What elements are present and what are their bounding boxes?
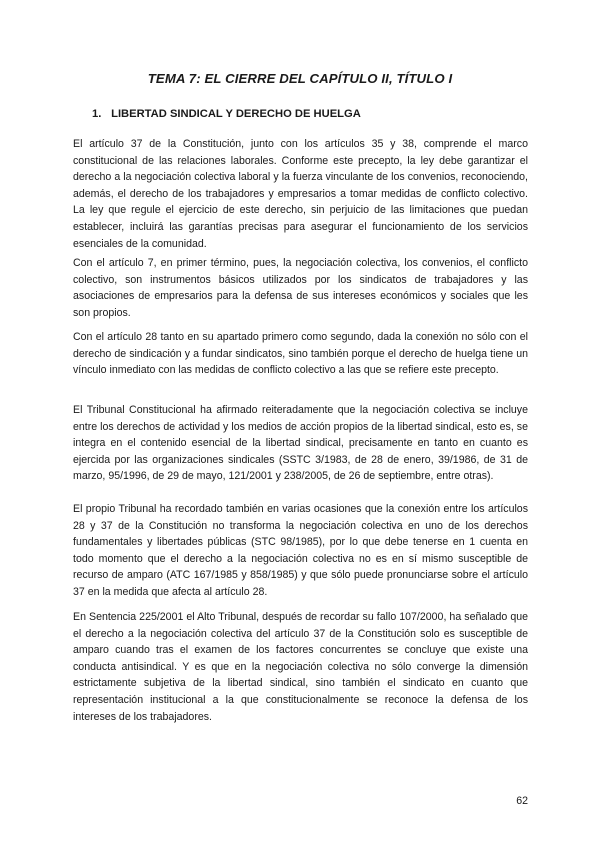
paragraph-6: En Sentencia 225/2001 el Alto Tribunal, después de recordar su fallo 107/2000, ha señalado que el derecho a la negociación colectiva del artículo 37 de la Constitución solo es susceptible de amparo cuando tras el examen de los factores concurrentes se concluye que existe una conducta antisindical. Y es que en la negociación colectiva no sólo converge la dimensión estrictamente subjetiva de la libertad sindical, sino también el sindicato en cuanto que representación institucional a la que constitucionalmente se reconoce la defensa de los intereses de los trabajadores. [73, 611, 528, 723]
section-title: LIBERTAD SINDICAL Y DERECHO DE HUELGA [111, 108, 361, 120]
paragraph-1: El artículo 37 de la Constitución, junto con los artículos 35 y 38, comprende el marco constitucional de las relaciones laborales. Conforme este precepto, la ley debe garantizar el derecho a la negociación colectiva laboral y la fuerza vinculante de los convenios, reconociendo, además, el derecho de los trabajadores y empresarios a tomar medidas de conflicto colectivo. La ley que regule el ejercicio de este derecho, sin perjuicio de las limitaciones que puedan establecer, incluirá las garantías precisas para asegurar el funcionamiento de los servicios esenciales de la comunidad. [73, 138, 528, 250]
page-title: TEMA 7: EL CIERRE DEL CAPÍTULO II, TÍTULO I [147, 71, 453, 86]
paragraph-5: El propio Tribunal ha recordado también en varias ocasiones que la conexión entre los artículos 28 y 37 de la Constitución no transforma la negociación colectiva en uno de los derechos fundamentales y libertades públicas (STC 98/1985), por lo que debe tenerse en 1 cuenta en todo momento que el derecho a la negociación colectiva no es en sí mismo susceptible de recurso de amparo (ATC 167/1985 y 858/1985) y que sólo puede pronunciarse sobre el artículo 37 en la medida que afecta al artículo 28. [73, 503, 528, 598]
paragraph-4: El Tribunal Constitucional ha afirmado reiteradamente que la negociación colectiva se incluye entre los derechos de actividad y los medios de acción propios de la libertad sindical, esto es, se integra en el contenido esencial de la libertad sindical, precisamente en tanto en cuanto es ejercida por las organizaciones sindicales (SSTC 3/1983, de 28 de enero, 39/1986, de 31 de marzo, 95/1996, de 29 de mayo, 121/2001 y 238/2005, de 26 de septiembre, entre otras). [73, 404, 528, 483]
paragraph-2: Con el artículo 7, en primer término, pues, la negociación colectiva, los convenios, el conflicto colectivo, son instrumentos básicos utilizados por los sindicatos de trabajadores y las asociaciones de empresarios para la defensa de sus intereses económicos y sociales que les son propios. [73, 257, 528, 319]
page-number: 62 [516, 795, 528, 807]
paragraph-3: Con el artículo 28 tanto en su apartado primero como segundo, dada la conexión no sólo con el derecho de sindicación y a fundar sindicatos, sino también porque el derecho de huelga tiene un vínculo inmediato con las medidas de conflicto colectivo a las que se refiere este precepto. [73, 331, 528, 377]
section-number: 1. [92, 108, 102, 120]
section-heading [92, 108, 361, 120]
